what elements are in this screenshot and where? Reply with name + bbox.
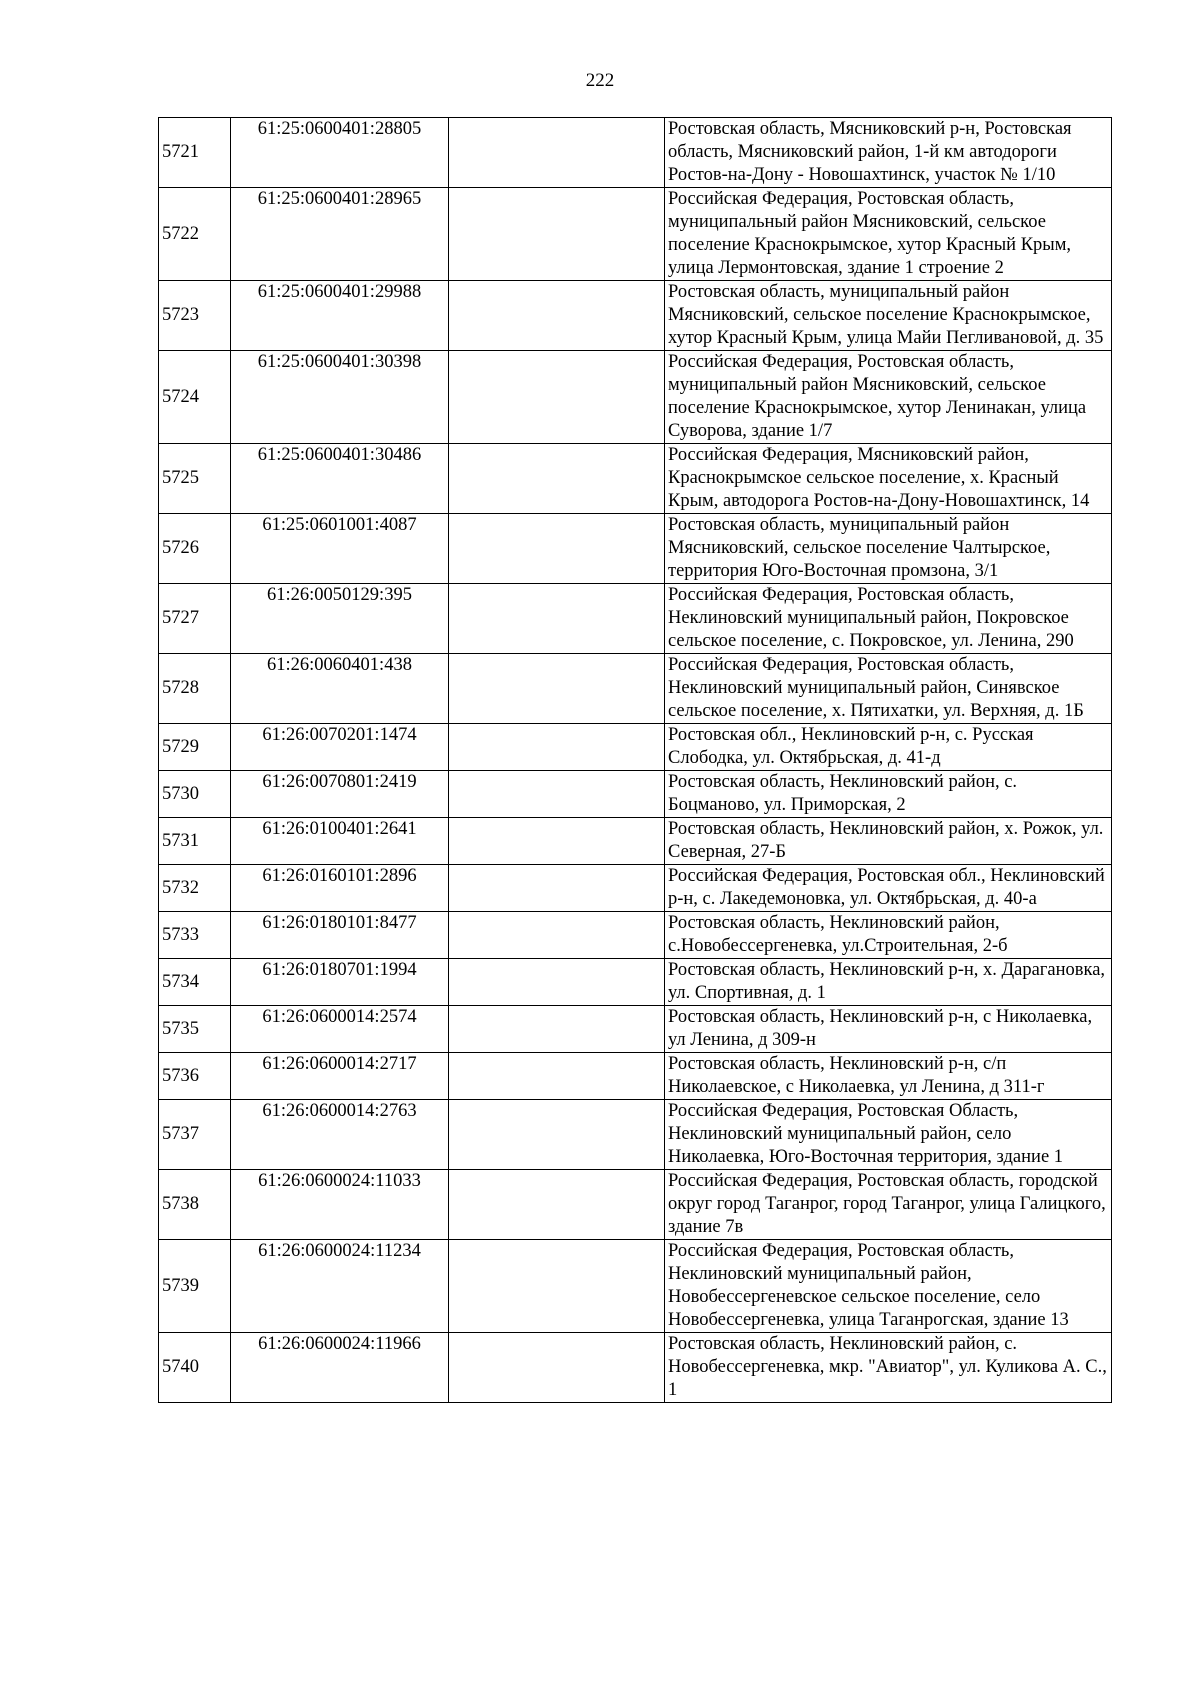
row-number: 5724 <box>159 351 231 444</box>
empty-cell <box>449 865 665 912</box>
empty-cell <box>449 118 665 188</box>
table-row <box>159 724 1112 771</box>
row-number: 5739 <box>159 1240 231 1333</box>
empty-cell <box>449 188 665 281</box>
table-row <box>159 771 1112 818</box>
row-number: 5732 <box>159 865 231 912</box>
address: Российская Федерация, Ростовская обл., Неклиновский р-н, с. Лакедемоновка, ул. Октябрьская, д. 40-а <box>665 865 1112 912</box>
table-row <box>159 118 1112 188</box>
address: Ростовская область, Неклиновский р-н, х. Дарагановка, ул. Спортивная, д. 1 <box>665 959 1112 1006</box>
table-row <box>159 444 1112 514</box>
table-row <box>159 514 1112 584</box>
empty-cell <box>449 1240 665 1333</box>
address: Ростовская область, Неклиновский район, с.Новобессергеневка, ул.Строительная, 2-б <box>665 912 1112 959</box>
cadastral-number: 61:26:0070801:2419 <box>231 771 449 818</box>
cadastral-number: 61:26:0600014:2574 <box>231 1006 449 1053</box>
table-row <box>159 1006 1112 1053</box>
table-row <box>159 1053 1112 1100</box>
row-number: 5740 <box>159 1333 231 1403</box>
address: Ростовская обл., Неклиновский р-н, с. Русская Слободка, ул. Октябрьская, д. 41-д <box>665 724 1112 771</box>
empty-cell <box>449 514 665 584</box>
cadastral-number: 61:25:0600401:30486 <box>231 444 449 514</box>
table-row <box>159 1100 1112 1170</box>
address: Российская Федерация, Ростовская область, муниципальный район Мясниковский, сельское поселение Краснокрымское, хутор Красный Крым, улица Лермонтовская, здание 1 строение 2 <box>665 188 1112 281</box>
address: Ростовская область, Неклиновский район, х. Рожок, ул. Северная, 27-Б <box>665 818 1112 865</box>
address: Российская Федерация, Ростовская Область, Неклиновский муниципальный район, село Николаевка, Юго-Восточная территория, здание 1 <box>665 1100 1112 1170</box>
row-number: 5733 <box>159 912 231 959</box>
table-row <box>159 912 1112 959</box>
row-number: 5738 <box>159 1170 231 1240</box>
table-row <box>159 188 1112 281</box>
cadastral-number: 61:26:0600024:11033 <box>231 1170 449 1240</box>
table-row <box>159 959 1112 1006</box>
row-number: 5726 <box>159 514 231 584</box>
empty-cell <box>449 654 665 724</box>
row-number: 5736 <box>159 1053 231 1100</box>
empty-cell <box>449 818 665 865</box>
empty-cell <box>449 584 665 654</box>
cadastral-number: 61:25:0600401:28805 <box>231 118 449 188</box>
table-row <box>159 281 1112 351</box>
table-row <box>159 818 1112 865</box>
cadastral-number: 61:26:0100401:2641 <box>231 818 449 865</box>
cadastral-number: 61:25:0601001:4087 <box>231 514 449 584</box>
page-number: 222 <box>585 70 615 91</box>
cadastral-number: 61:26:0600024:11966 <box>231 1333 449 1403</box>
row-number: 5731 <box>159 818 231 865</box>
empty-cell <box>449 1100 665 1170</box>
cadastral-number: 61:26:0180701:1994 <box>231 959 449 1006</box>
row-number: 5722 <box>159 188 231 281</box>
address: Ростовская область, Неклиновский р-н, с/п Николаевское, с Николаевка, ул Ленина, д 311-г <box>665 1053 1112 1100</box>
empty-cell <box>449 1053 665 1100</box>
empty-cell <box>449 1006 665 1053</box>
row-number: 5723 <box>159 281 231 351</box>
cadastral-number: 61:26:0160101:2896 <box>231 865 449 912</box>
empty-cell <box>449 1333 665 1403</box>
address: Ростовская область, Неклиновский район, с. Боцманово, ул. Приморская, 2 <box>665 771 1112 818</box>
cadastral-number: 61:25:0600401:28965 <box>231 188 449 281</box>
empty-cell <box>449 771 665 818</box>
empty-cell <box>449 281 665 351</box>
cadastral-number: 61:25:0600401:29988 <box>231 281 449 351</box>
empty-cell <box>449 1170 665 1240</box>
table-row <box>159 1170 1112 1240</box>
row-number: 5737 <box>159 1100 231 1170</box>
table-row <box>159 654 1112 724</box>
row-number: 5728 <box>159 654 231 724</box>
cadastral-number: 61:26:0600014:2717 <box>231 1053 449 1100</box>
address: Ростовская область, Мясниковский р-н, Ростовская область, Мясниковский район, 1-й км автодороги Ростов-на-Дону - Новошахтинск, участок № 1/10 <box>665 118 1112 188</box>
cadastral-number: 61:26:0050129:395 <box>231 584 449 654</box>
row-number: 5730 <box>159 771 231 818</box>
empty-cell <box>449 724 665 771</box>
address: Ростовская область, муниципальный район Мясниковский, сельское поселение Чалтырское, территория Юго-Восточная промзона, 3/1 <box>665 514 1112 584</box>
address: Российская Федерация, Мясниковский район, Краснокрымское сельское поселение, х. Красный Крым, автодорога Ростов-на-Дону-Новошахтинск, 14 <box>665 444 1112 514</box>
address: Российская Федерация, Ростовская область, городской округ город Таганрог, город Таганрог, улица Галицкого, здание 7в <box>665 1170 1112 1240</box>
registry-table <box>158 117 1112 1403</box>
registry-table-body <box>159 118 1112 1403</box>
cadastral-number: 61:26:0600014:2763 <box>231 1100 449 1170</box>
address: Российская Федерация, Ростовская область, Неклиновский муниципальный район, Новобессергеневское сельское поселение, село Новобессергеневка, улица Таганрогская, здание 13 <box>665 1240 1112 1333</box>
empty-cell <box>449 959 665 1006</box>
address: Российская Федерация, Ростовская область, Неклиновский муниципальный район, Покровское сельское поселение, с. Покровское, ул. Ленина, 290 <box>665 584 1112 654</box>
table-row <box>159 1240 1112 1333</box>
table-row <box>159 1333 1112 1403</box>
address: Ростовская область, Неклиновский р-н, с Николаевка, ул Ленина, д 309-н <box>665 1006 1112 1053</box>
cadastral-number: 61:25:0600401:30398 <box>231 351 449 444</box>
empty-cell <box>449 351 665 444</box>
empty-cell <box>449 912 665 959</box>
address: Российская Федерация, Ростовская область, муниципальный район Мясниковский, сельское поселение Краснокрымское, хутор Ленинакан, улица Суворова, здание 1/7 <box>665 351 1112 444</box>
address: Российская Федерация, Ростовская область, Неклиновский муниципальный район, Синявское сельское поселение, х. Пятихатки, ул. Верхняя, д. 1Б <box>665 654 1112 724</box>
cadastral-number: 61:26:0070201:1474 <box>231 724 449 771</box>
table-row <box>159 351 1112 444</box>
cadastral-number: 61:26:0600024:11234 <box>231 1240 449 1333</box>
row-number: 5735 <box>159 1006 231 1053</box>
row-number: 5725 <box>159 444 231 514</box>
address: Ростовская область, Неклиновский район, с. Новобессергеневка, мкр. "Авиатор", ул. Куликова А. С., 1 <box>665 1333 1112 1403</box>
address: Ростовская область, муниципальный район Мясниковский, сельское поселение Краснокрымское, хутор Красный Крым, улица Майи Пегливановой, д. 35 <box>665 281 1112 351</box>
table-row <box>159 584 1112 654</box>
table-row <box>159 865 1112 912</box>
row-number: 5729 <box>159 724 231 771</box>
row-number: 5721 <box>159 118 231 188</box>
row-number: 5734 <box>159 959 231 1006</box>
empty-cell <box>449 444 665 514</box>
row-number: 5727 <box>159 584 231 654</box>
cadastral-number: 61:26:0060401:438 <box>231 654 449 724</box>
cadastral-number: 61:26:0180101:8477 <box>231 912 449 959</box>
